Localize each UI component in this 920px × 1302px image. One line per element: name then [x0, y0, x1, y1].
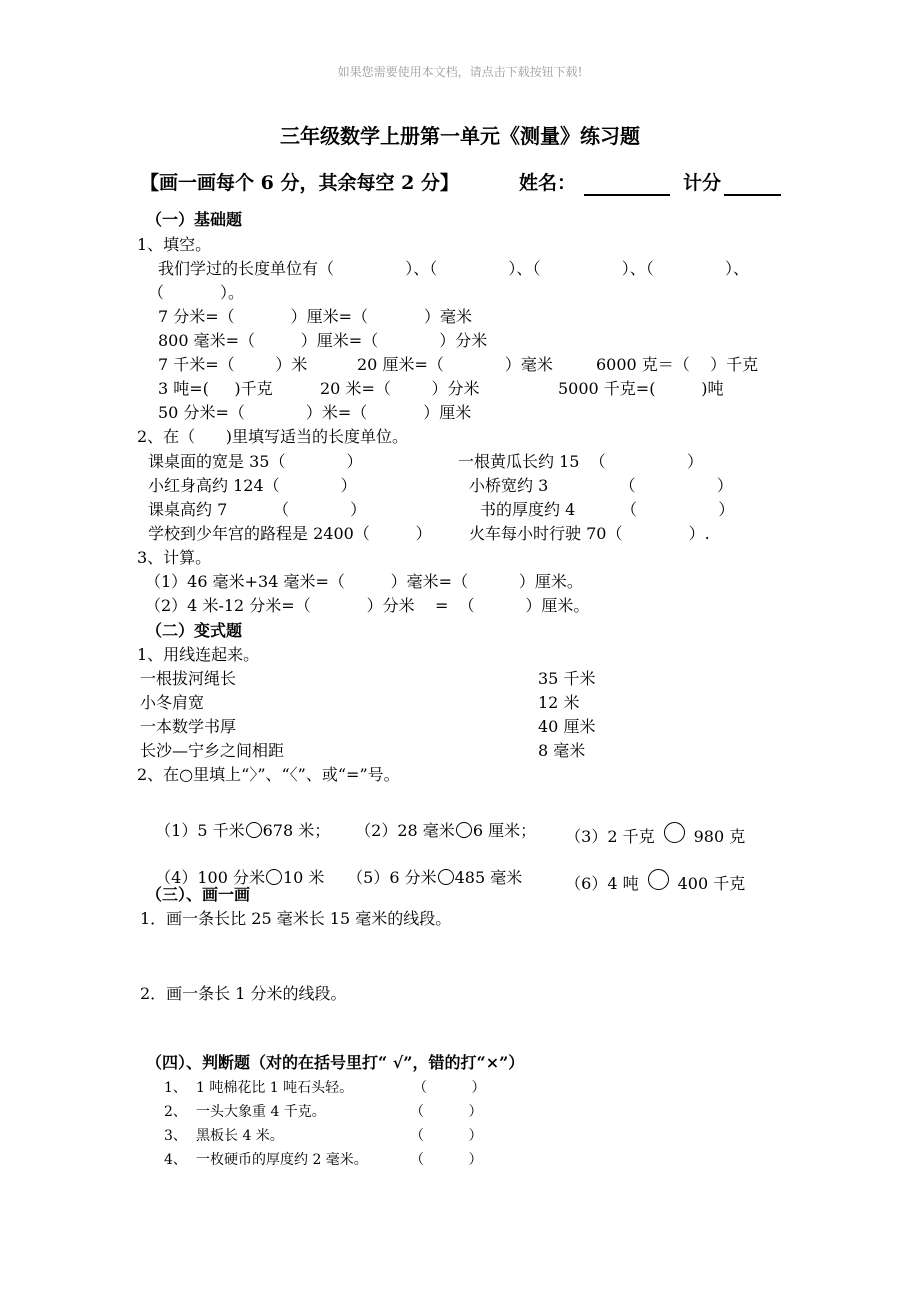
q2-row-2b: 小桥宽约 3 （ ） — [469, 476, 733, 495]
compare-left: （1）5 千米 — [155, 821, 245, 840]
q3-title: 3、计算。 — [137, 548, 212, 567]
judge-item-paren[interactable]: （ ） — [413, 1080, 486, 1096]
compare-title: 2、在○里填上“〉”、“〈”、或“=”号。 — [137, 765, 400, 784]
judge-item-paren[interactable]: （ ） — [410, 1128, 483, 1144]
judge-item-num: 4、 — [164, 1152, 187, 1168]
compare-item-1 — [145, 806, 330, 839]
judge-item-text: 一枚硬币的厚度约 2 毫米。 — [196, 1152, 368, 1168]
q1-line-6a: 3 吨=( )千克 — [158, 379, 273, 398]
compare-left: （5）6 分米 — [347, 868, 437, 887]
page-title: 三年级数学上册第一单元《测量》练习题 — [280, 124, 640, 148]
q2-row-3b: 书的厚度约 4 （ ） — [480, 500, 735, 519]
judge-item-num: 3、 — [164, 1128, 187, 1144]
judge-item-text: 黑板长 4 米。 — [196, 1128, 284, 1144]
compare-circle[interactable] — [648, 869, 669, 890]
name-label: 姓名： — [519, 172, 577, 194]
draw-question-1: 1．画一条长比 25 毫米长 15 毫米的线段。 — [140, 909, 452, 928]
match-left-item: 长沙—宁乡之间相距 — [140, 741, 285, 760]
section-basic-heading: （一）基础题 — [146, 210, 243, 229]
compare-circle[interactable] — [266, 869, 282, 885]
q1-line-units-cont: （ ）。 — [148, 283, 244, 302]
q2-row-4b: 火车每小时行驶 70（ ）. — [469, 524, 710, 543]
judge-item-num: 1、 — [164, 1080, 187, 1096]
compare-circle[interactable] — [456, 822, 472, 838]
draw-question-2: 2．画一条长 1 分米的线段。 — [140, 984, 347, 1003]
compare-circle[interactable] — [246, 822, 262, 838]
compare-item-2 — [345, 806, 536, 839]
q1-line-7: 50 分米=（ ）米=（ ）厘米 — [158, 403, 472, 422]
judge-item-num: 2、 — [164, 1104, 187, 1120]
score-label: 计分 — [683, 172, 722, 194]
compare-left: （4）100 分米 — [155, 868, 265, 887]
scoring-note: 【画一画每个 6 分，其余每空 2 分】 — [140, 172, 459, 194]
q3-line-1: （1）46 毫米+34 毫米=（ ）毫米=（ ）厘米。 — [145, 572, 583, 591]
section-variant-heading: （二）变式题 — [146, 621, 243, 640]
compare-right: 485 毫米 — [454, 868, 523, 887]
section-judge-heading: （四）、判断题（对的在括号里打“ √”，错的打“×”） — [146, 1053, 525, 1072]
compare-item-3 — [555, 806, 745, 845]
compare-circle[interactable] — [664, 822, 685, 843]
q1-line-units: 我们学过的长度单位有（ ）、（ ）、（ ）、（ ）、 — [158, 259, 749, 278]
q2-row-1b: 一根黄瓜长约 15 （ ） — [458, 452, 703, 471]
q1-line-6c: 5000 千克=( )吨 — [558, 379, 724, 398]
q2-row-4a: 学校到少年宫的路程是 2400（ ） — [148, 524, 432, 543]
compare-left: （2）28 毫米 — [355, 821, 455, 840]
compare-circle[interactable] — [438, 869, 454, 885]
q1-line-4: 800 毫米=（ ）厘米=（ ）分米 — [158, 331, 488, 350]
q2-row-1a: 课桌面的宽是 35（ ） — [148, 452, 363, 471]
q1-line-3: 7 分米=（ ）厘米=（ ）毫米 — [158, 307, 472, 326]
section-draw-heading: （三）、画一画 — [146, 885, 251, 904]
compare-right: 678 米； — [262, 821, 331, 840]
q1-title: 1、填空。 — [137, 235, 212, 254]
q1-line-5c: 6000 克＝（ ）千克 — [596, 355, 759, 374]
q2-title: 2、在（ )里填写适当的长度单位。 — [137, 427, 408, 446]
score-field[interactable] — [724, 176, 781, 196]
judge-item-text: 一头大象重 4 千克。 — [196, 1104, 326, 1120]
compare-left: （6）4 吨 — [565, 874, 639, 893]
match-right-item: 35 千米 — [538, 669, 596, 688]
judge-item-paren[interactable]: （ ） — [410, 1104, 483, 1120]
q1-line-6b: 20 米=（ ）分米 — [320, 379, 480, 398]
match-right-item: 40 厘米 — [538, 717, 596, 736]
match-left-item: 一本数学书厚 — [140, 717, 237, 736]
compare-item-5 — [337, 853, 522, 886]
compare-item-6 — [555, 853, 745, 892]
match-title: 1、用线连起来。 — [137, 645, 260, 664]
compare-right: 6 厘米； — [472, 821, 537, 840]
q2-row-2a: 小红身高约 124（ ） — [148, 476, 357, 495]
judge-item-text: 1 吨棉花比 1 吨石头轻。 — [196, 1080, 354, 1096]
compare-item-4 — [145, 853, 324, 886]
compare-right: 980 克 — [693, 827, 746, 846]
q2-row-3a: 课桌高约 7 （ ） — [148, 500, 367, 519]
compare-right: 10 米 — [282, 868, 325, 887]
match-left-item: 一根拔河绳长 — [140, 669, 237, 688]
q1-line-5b: 20 厘米=（ ）毫米 — [357, 355, 553, 374]
q1-line-5a: 7 千米=（ ）米 — [158, 355, 308, 374]
compare-left: （3）2 千克 — [565, 827, 655, 846]
match-left-item: 小冬肩宽 — [140, 693, 205, 712]
compare-right: 400 千克 — [677, 874, 746, 893]
q3-line-2: （2）4 米-12 分米=（ ）分米 = （ ）厘米。 — [145, 596, 590, 615]
name-field[interactable] — [584, 176, 670, 196]
match-right-item: 8 毫米 — [538, 741, 586, 760]
match-right-item: 12 米 — [538, 693, 580, 712]
judge-item-paren[interactable]: （ ） — [410, 1152, 483, 1168]
watermark: 如果您需要使用本文档，请点击下载按钮下载! — [337, 65, 583, 79]
